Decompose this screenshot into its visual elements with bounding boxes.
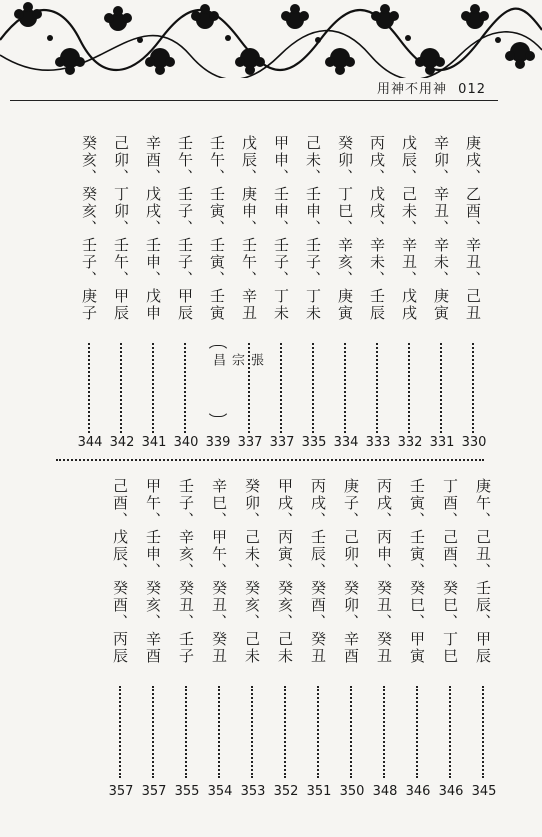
entry-column [429, 135, 455, 450]
entry-column [306, 478, 332, 799]
dot-leader [119, 686, 121, 778]
entry-column [141, 478, 167, 799]
entry-text: 己未、壬申、壬子、丁未 [304, 135, 322, 322]
dot-leader [251, 686, 253, 778]
entry-column [405, 478, 431, 799]
section-divider [56, 459, 484, 461]
entry-text: 壬午、壬寅、壬寅、壬寅 [208, 135, 226, 322]
entry-page: 357 [108, 784, 134, 799]
dot-leader [185, 686, 187, 778]
entry-column [471, 478, 497, 799]
dot-leader [184, 343, 186, 433]
dot-leader [482, 686, 484, 778]
entry-page: 352 [273, 784, 299, 799]
entry-text: 甲午、壬申、癸亥、辛酉 [144, 478, 162, 665]
entry-column [438, 478, 464, 799]
entry-page: 331 [429, 435, 455, 450]
dot-leader [120, 343, 122, 433]
entry-page: 353 [240, 784, 266, 799]
dot-leader [449, 686, 451, 778]
page-number: 012 [458, 82, 486, 97]
entry-text: 庚午、己丑、壬辰、甲辰 [474, 478, 492, 665]
dot-leader [472, 343, 474, 433]
entry-note: 張宗昌 [210, 353, 263, 368]
entry-page: 345 [471, 784, 497, 799]
entry-page: 348 [372, 784, 398, 799]
entry-column [339, 478, 365, 799]
entry-text: 壬寅、壬寅、癸巳、甲寅 [408, 478, 426, 665]
entry-column [108, 478, 134, 799]
dot-leader [440, 343, 442, 433]
dot-leader [376, 343, 378, 433]
entry-text: 辛卯、辛丑、辛未、庚寅 [432, 135, 450, 322]
entry-column [173, 135, 199, 450]
entry-page: 350 [339, 784, 365, 799]
entry-text: 甲申、壬申、壬子、丁未 [272, 135, 290, 322]
entry-column [240, 478, 266, 799]
dot-leader [280, 343, 282, 433]
entry-page: 344 [77, 435, 103, 450]
dot-leader [344, 343, 346, 433]
entry-page: 341 [141, 435, 167, 450]
entry-column [372, 478, 398, 799]
entry-column [301, 135, 327, 450]
entry-column [207, 478, 233, 799]
entry-text: 癸亥、癸亥、壬子、庚子 [80, 135, 98, 322]
dot-leader [383, 686, 385, 778]
dot-leader [317, 686, 319, 778]
dot-leader [312, 343, 314, 433]
entry-text: 戊辰、己未、辛丑、戊戌 [400, 135, 418, 322]
entry-text: 丙戌、丙申、癸丑、癸丑 [375, 478, 393, 665]
entry-text: 庚戌、乙酉、辛丑、己丑 [464, 135, 482, 322]
dot-leader [350, 686, 352, 778]
entry-text: 癸卯、己未、癸亥、己未 [243, 478, 261, 665]
entry-page: 339 [205, 435, 231, 450]
entry-text: 丙戌、戊戌、辛未、壬辰 [368, 135, 386, 322]
entry-text: 戊辰、庚申、壬午、辛丑 [240, 135, 258, 322]
entry-page: 340 [173, 435, 199, 450]
entry-page: 346 [405, 784, 431, 799]
entry-column [333, 135, 359, 450]
entry-text: 己酉、戊辰、癸酉、丙辰 [111, 478, 129, 665]
entry-page: 342 [109, 435, 135, 450]
entry-column [397, 135, 423, 450]
entry-page: 332 [397, 435, 423, 450]
entry-column [141, 135, 167, 450]
entry-page: 357 [141, 784, 167, 799]
entry-page: 337 [269, 435, 295, 450]
entry-page: 335 [301, 435, 327, 450]
entry-column [461, 135, 487, 450]
entry-text: 癸卯、丁巳、辛亥、庚寅 [336, 135, 354, 322]
entry-column [273, 478, 299, 799]
entry-column [109, 135, 135, 450]
dot-leader [416, 686, 418, 778]
entry-page: 346 [438, 784, 464, 799]
dot-leader [408, 343, 410, 433]
entry-page: 351 [306, 784, 332, 799]
entry-text: 甲戌、丙寅、癸亥、己未 [276, 478, 294, 665]
dot-leader [284, 686, 286, 778]
entry-text: 辛巳、甲午、癸丑、癸丑 [210, 478, 228, 665]
entry-text: 庚子、己卯、癸卯、辛酉 [342, 478, 360, 665]
page-header [371, 78, 486, 97]
entry-text: 己卯、丁卯、壬午、甲辰 [112, 135, 130, 322]
entry-page: 334 [333, 435, 359, 450]
entry-page: 333 [365, 435, 391, 450]
dot-leader [88, 343, 90, 433]
entry-text: 丁酉、己酉、癸巳、丁巳 [441, 478, 459, 665]
dot-leader [152, 343, 154, 433]
entry-column [77, 135, 103, 450]
header-rule [10, 100, 498, 101]
entry-column [237, 135, 263, 450]
entry-column [269, 135, 295, 450]
entry-text: 辛酉、戊戌、壬申、戊申 [144, 135, 162, 322]
entry-column [365, 135, 391, 450]
entry-page: 355 [174, 784, 200, 799]
entry-text: 丙戌、壬辰、癸酉、癸丑 [309, 478, 327, 665]
entry-text: 壬子、辛亥、癸丑、壬子 [177, 478, 195, 665]
entry-page: 354 [207, 784, 233, 799]
entry-text: 壬午、壬子、壬子、甲辰 [176, 135, 194, 322]
page-header-title: 用神不用神 [377, 82, 448, 97]
floral-banner [0, 0, 542, 78]
dot-leader [152, 686, 154, 778]
entry-page: 330 [461, 435, 487, 450]
dot-leader [218, 686, 220, 778]
entry-column [174, 478, 200, 799]
entry-page: 337 [237, 435, 263, 450]
